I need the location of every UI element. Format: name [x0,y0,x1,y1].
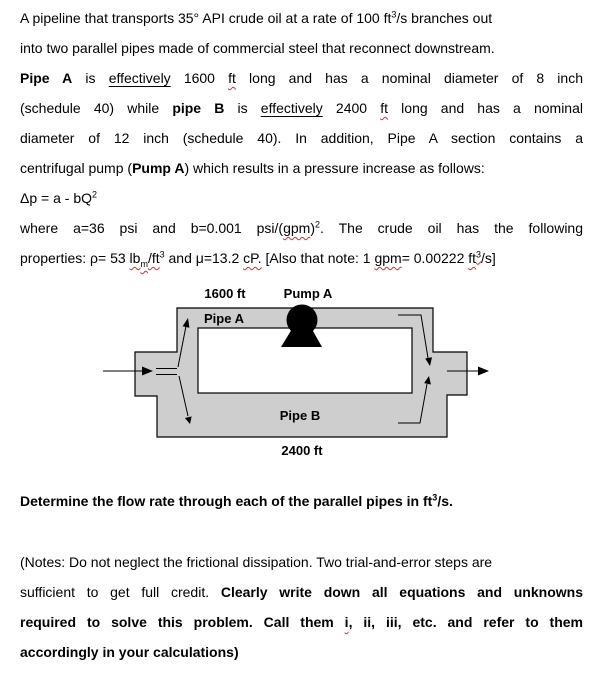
misspelled-text: m [140,258,148,269]
text-segment: 3 [159,249,165,260]
text-line [20,547,583,577]
text-segment: = 0.00222 [401,250,469,266]
text-segment: is [72,70,109,86]
text-segment: (Notes: Do not neglect the frictional dissipation. Two trial-and-error steps are [20,554,493,570]
text-line [20,3,583,33]
text-segment: Pump A [132,160,185,176]
label-pipe-b-length: 2400 ft [281,443,323,458]
text-segment: sufficient to get full credit. [20,584,221,600]
misspelled-text: ft [380,100,389,116]
label-pipe-a-length: 1600 ft [204,286,246,301]
text-segment: centrifugal pump ( [20,160,133,176]
text-line [20,577,583,607]
misspelled-text: ft [468,250,477,266]
text-segment: /s branches out [396,10,493,26]
text-line [20,243,583,273]
text-segment: long and has a nominal diameter of 8 inch [235,70,583,86]
text-segment: 3 [391,9,397,20]
misspelled-text: gpm [283,220,311,236]
text-segment: , ii, iii, etc. and refer to them [348,614,583,630]
misspelled-text: /ft [147,250,160,266]
text-segment: /s] [481,250,496,266]
misspelled-text: 3 [476,249,482,260]
text-line [20,607,583,637]
text-line [20,213,583,243]
text-segment: ) [310,220,316,236]
text-segment: 3 [432,492,438,503]
text-segment: /s. [437,493,453,509]
label-pipe-b: Pipe B [279,408,321,423]
misspelled-text: ft [228,70,236,86]
text-line [20,153,583,183]
text-segment: 2400 [322,100,381,116]
text-line [20,63,583,93]
text-segment: into two parallel pipes made of commercial steel that reconnect downstream. [20,40,495,56]
misspelled-text: lb [129,250,141,266]
text-line [20,637,583,667]
text-segment: is [224,100,261,116]
misspelled-text: cP. [243,250,262,266]
text-segment: Pipe A [20,70,73,86]
text-segment: Δp = a - bQ [20,190,92,206]
question-statement [20,486,583,516]
text-segment: 2 [92,189,98,200]
text-segment: required to solve this problem. Call them [20,614,345,630]
label-pipe-a: Pipe A [204,311,244,326]
text-segment: effectively [260,100,323,116]
text-segment: properties: ρ= 53 [20,250,130,266]
text-segment: Clearly write down all equations and unknowns [220,584,583,600]
text-segment: A pipeline that transports 35° API crude oil at a rate of 100 ft [20,10,392,26]
text-segment: Determine the flow rate through each of the parallel pipes in ft [20,493,433,509]
text-line [20,183,583,213]
text-segment: . The crude oil has the following [320,220,584,236]
text-segment: accordingly in your calculations) [20,644,239,660]
text-segment: where a=36 psi and b=0.001 psi/( [20,220,284,236]
text-line [20,123,583,153]
text-segment: 1600 [170,70,229,86]
text-segment: [Also that note: 1 [261,250,375,266]
notes-paragraph [20,547,583,667]
text-line [20,93,583,123]
text-segment: pipe B [172,100,225,116]
text-segment: effectively [108,70,171,86]
label-pump-a: Pump A [283,286,333,301]
text-line [20,486,583,516]
text-segment: 2 [315,219,321,230]
problem-statement [20,3,583,273]
misspelled-text: i [344,614,349,630]
text-segment: and μ=13.2 [164,250,244,266]
text-line [20,33,583,63]
text-segment: diameter of 12 inch (schedule 40). In addition, Pipe A section contains a [20,130,583,146]
text-segment: long and has a nominal [388,100,583,116]
misspelled-text: gpm [374,250,402,266]
text-segment: (schedule 40) while [20,100,173,116]
text-segment: ) which results in a pressure increase as follows: [184,160,485,176]
pipe-network-diagram [0,280,603,458]
